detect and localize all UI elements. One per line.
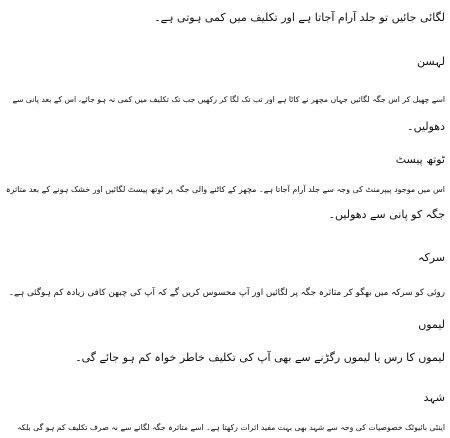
intro-paragraph-tail: لگائی جائیں تو جلد آرام آجاتا ہے اور تکلیف میں کمی ہوتی ہے۔ [154, 11, 445, 24]
garlic-paragraph-line: دھولیں۔ [407, 120, 445, 133]
vinegar-paragraph-line: روئی کو سرکہ میں بھگو کر متاثرہ جگہ پر لگائیں اور آپ محسوس کریں گے کہ آپ کی چبھن کافی زیادہ کم ہوگئی ہے۔ [8, 288, 445, 298]
toothpaste-paragraph-line: اس میں موجود پیپرمنٹ کی وجہ سے جلد آرام آجاتا ہے۔ مچھر کے کاٹنے والی جگہ پر ٹوتھ پیسٹ لگائیں اور خشک ہونے کے بعد متاثرہ [5, 185, 445, 194]
garlic-paragraph-line: اسے چھیل کر اس جگہ لگائیں جہاں مچھر نے کاٹا ہے اور تب تک لگا کر رکھیں جب تک تکلیف میں کمی نہ ہو جائے، اس کے بعد پانی سے [12, 95, 445, 104]
lemon-heading: لیموں [418, 318, 445, 331]
garlic-heading: لہسن [417, 55, 445, 68]
toothpaste-heading: ٹوتھ پیسٹ [395, 153, 445, 166]
honey-paragraph-line: اینٹی بائیوٹک خصوصیات کی وجہ سے شہد بھی بہت مفید اثرات رکھتا ہے۔ اسے متاثرہ جگہ لگانے سے نہ صرف تکلیف کم ہو گی بلکہ [17, 423, 445, 432]
vinegar-heading: سرکہ [418, 251, 445, 264]
lemon-paragraph-line: لیموں کا رس یا لیموں رگڑنے سے بھی آپ کی تکلیف خاطر خواہ کم ہو جائے گی۔ [75, 351, 445, 364]
honey-heading: شہد [423, 391, 445, 404]
toothpaste-paragraph-line: جگہ کو پانی سے دھولیں۔ [328, 208, 445, 221]
